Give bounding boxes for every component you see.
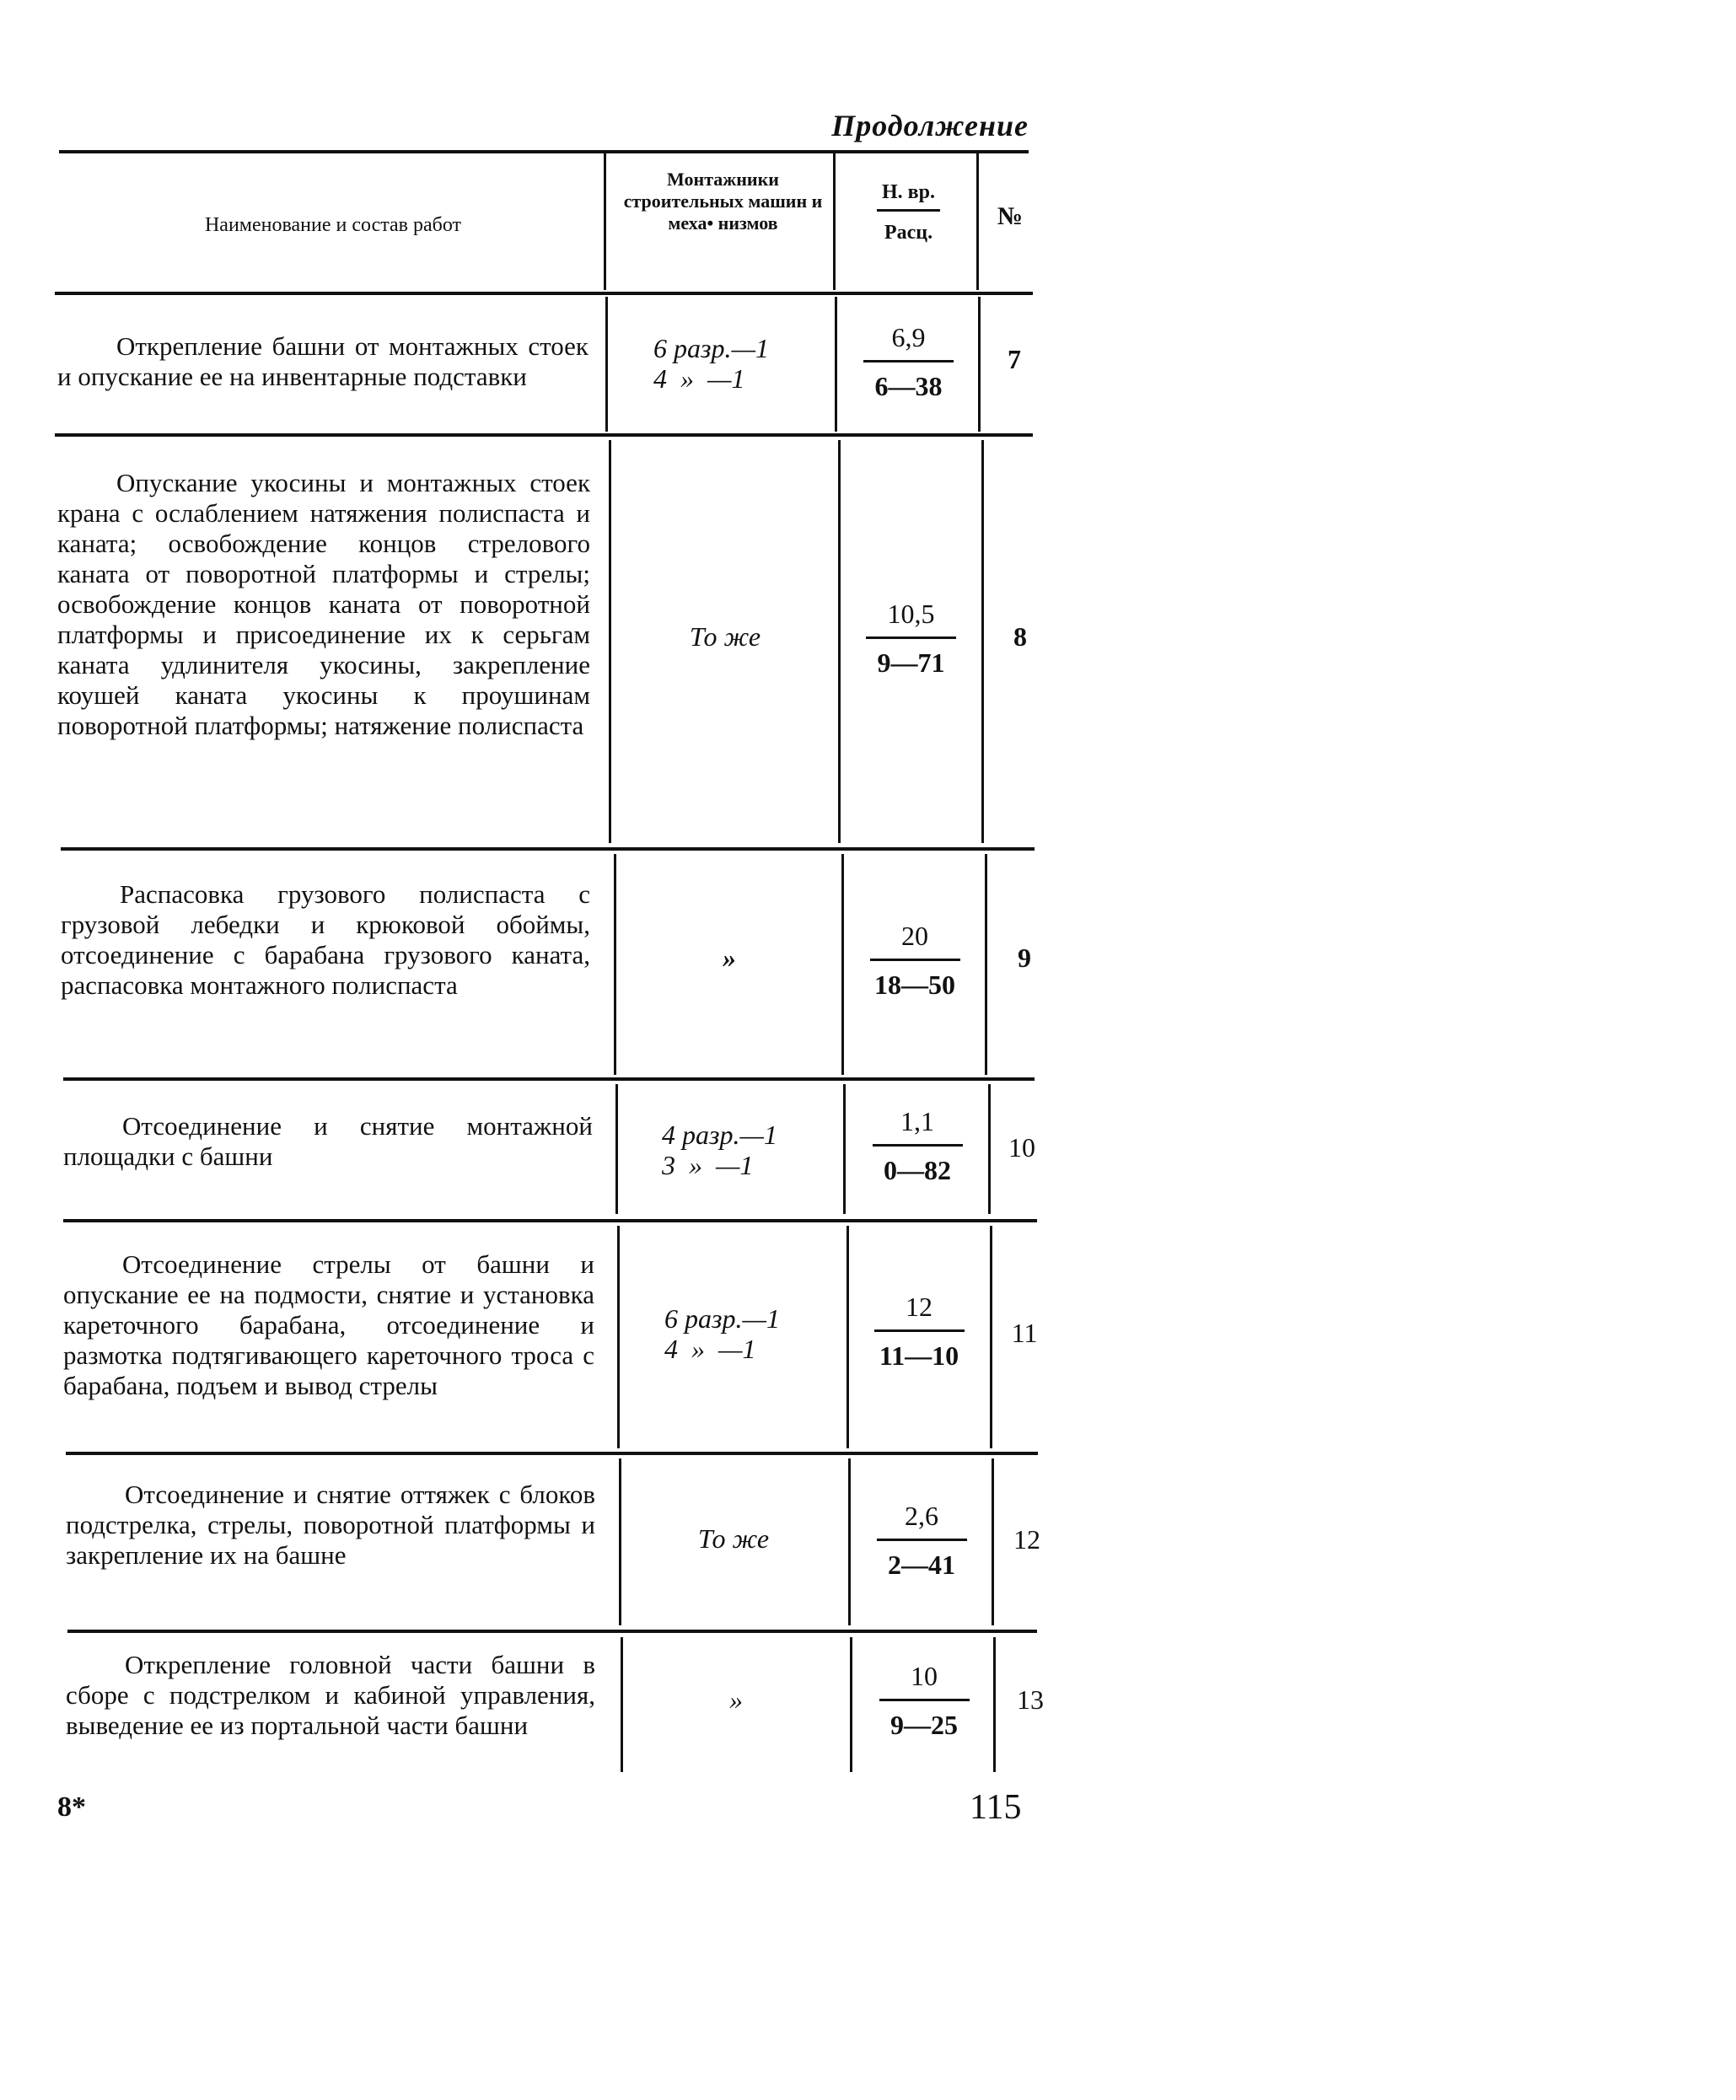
row-divider [614,854,616,1075]
row-rate: 6—38 [874,371,943,401]
row-workers: То же [697,1523,770,1554]
row-description: Отсоединение стрелы от башни и опускание ее на подмости, снятие и установка кареточного барабана, отсоединение и размотка подтягивающего кареточного троса с барабана, подъем и вывод стрелы [63,1249,594,1400]
row-rule [63,1219,1037,1222]
header-norm-time: Н. вр. [877,181,940,212]
row-norm [850,1106,985,1186]
row-number: 7 [1008,344,1021,374]
row-divider [609,440,611,843]
header-norm [839,181,978,266]
row-norm-time: 6,9 [863,322,954,363]
row-description: Открепление башни от монтажных стоек и опускание ее на инвентарные подставки [57,331,589,391]
row-divider [992,1458,994,1625]
row-rule [66,1452,1038,1455]
row-norm-time: 10 [879,1661,970,1701]
row-divider [835,297,837,432]
row-rule [55,433,1033,437]
row-rule [61,847,1035,851]
header-name: Наименование и состав работ [204,214,462,236]
row-divider [841,854,844,1075]
row-norm-time: 12 [874,1292,965,1332]
row-description: Отсоединение и снятие оттяжек с блоков подстрелка, стрелы, поворотной платформы и закрепление их на башне [66,1480,595,1570]
row-rule [67,1630,1037,1633]
row-norm [847,921,982,1001]
row-divider [985,854,987,1075]
row-divider [619,1458,621,1625]
row-divider [843,1084,846,1214]
page-title: Продолжение [831,109,1029,142]
header-number: № [997,202,1024,230]
row-number: 10 [1008,1132,1035,1163]
row-norm [846,599,976,679]
row-divider [838,440,841,843]
row-rule [63,1077,1035,1081]
row-number: 12 [1013,1524,1040,1555]
row-workers: 6 разр.—1 4 » —1 [653,333,769,394]
row-norm-time: 1,1 [873,1106,963,1147]
row-norm [843,322,974,402]
row-divider [605,297,608,432]
header-norm-rate: Расц. [884,222,933,244]
row-divider [993,1637,996,1772]
row-norm [852,1292,986,1372]
row-rate: 0—82 [884,1155,951,1185]
row-divider [978,297,981,432]
row-divider [621,1637,623,1772]
row-divider [990,1226,992,1448]
row-rate: 9—25 [890,1710,958,1740]
row-divider [847,1226,849,1448]
header-workers: Монтажники строительных машин и меха• низмов [623,169,823,234]
row-description: Отсоединение и снятие монтажной площадки с башни [63,1111,593,1171]
row-number: 9 [1018,943,1031,973]
row-norm-time: 2,6 [877,1501,967,1541]
row-divider [848,1458,851,1625]
row-description: Опускание укосины и монтажных стоек крана с ослаблением натяжения полиспаста и каната; освобождение концов стрелового каната от поворотной платформы и стрелы; освобождение концов каната от поворотной платформы и присоединение их к серьгам каната удлинителя укосины, закрепление коушей каната укосины к проушинам поворотной платформы; натяжение полиспаста [57,468,590,740]
row-divider [615,1084,618,1214]
row-divider [850,1637,852,1772]
row-rate: 2—41 [888,1549,955,1580]
row-number: 8 [1013,621,1027,652]
row-workers: То же [689,621,761,652]
row-workers: » [723,943,736,973]
row-norm [854,1501,989,1581]
row-divider [617,1226,620,1448]
row-description: Распасовка грузового полиспаста с грузовой лебедки и крюковой обоймы, отсоединение с барабана грузового каната, распасовка монтажного полиспаста [61,879,590,1000]
page-number: 115 [970,1788,1022,1827]
header-top-rule [59,150,1029,153]
row-rate: 11—10 [879,1340,959,1371]
row-description: Открепление головной части башни в сборе с подстрелком и кабиной управления, выведение ее из портальной части башни [66,1650,595,1740]
row-divider [988,1084,991,1214]
row-divider [981,440,984,843]
row-norm [857,1661,992,1741]
row-workers: » [729,1684,743,1715]
row-norm-time: 10,5 [866,599,956,639]
row-norm-time: 20 [870,921,960,961]
row-rate: 18—50 [874,969,955,1000]
row-rate: 9—71 [877,647,945,678]
row-workers: 4 разр.—1 3 » —1 [662,1120,777,1180]
signature-mark: 8* [57,1791,86,1823]
row-number: 11 [1011,1318,1038,1348]
row-workers: 6 разр.—1 4 » —1 [664,1303,780,1364]
row-number: 13 [1017,1684,1044,1715]
